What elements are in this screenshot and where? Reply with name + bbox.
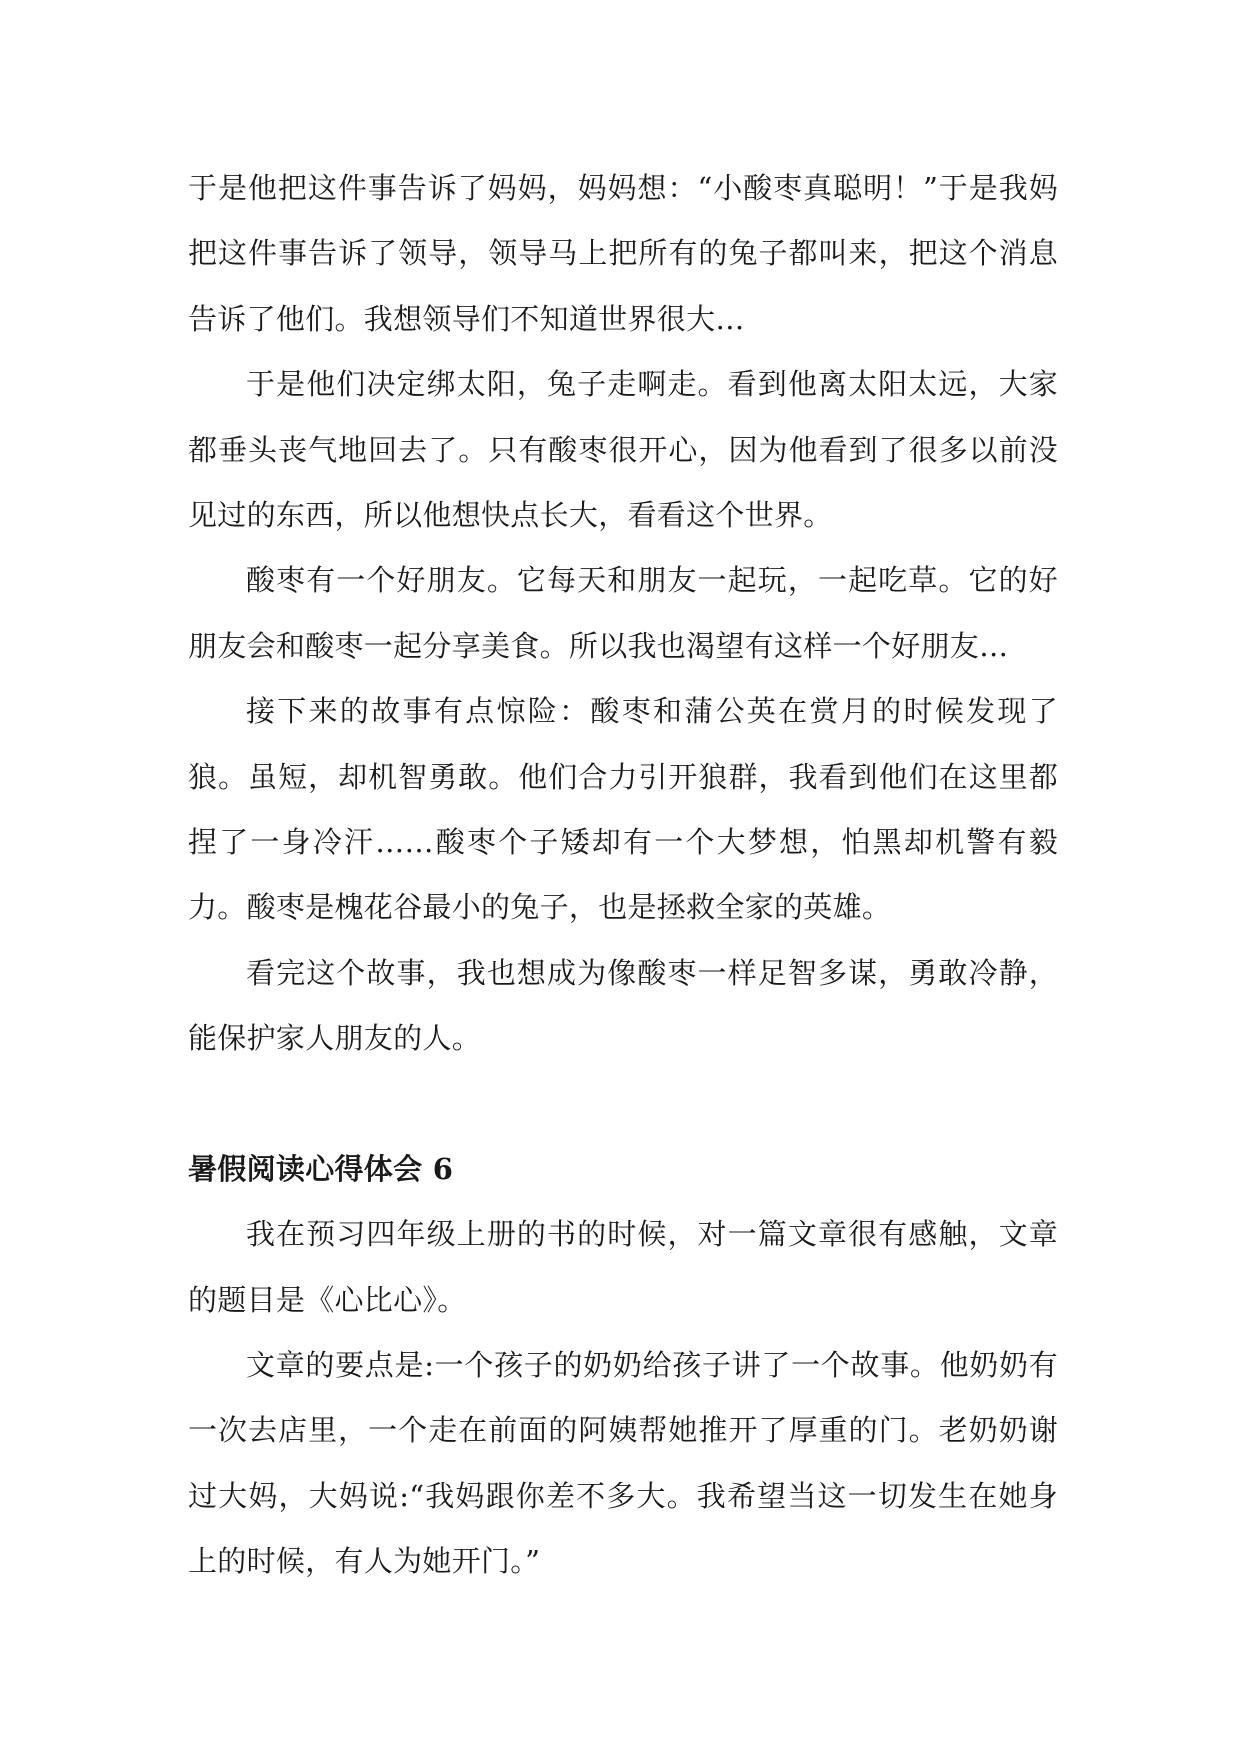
story-paragraph-3: 酸枣有一个好朋友。它每天和朋友一起玩，一起吃草。它的好朋友会和酸枣一起分享美食。所以我也渴望有这样一个好朋友…	[188, 563, 1058, 663]
section-spacer	[188, 1072, 1058, 1137]
essay-paragraph-1: 我在预习四年级上册的书的时候，对一篇文章很有感触，文章的题目是《心比心》。	[188, 1217, 1058, 1317]
story-paragraph-4: 接下来的故事有点惊险：酸枣和蒲公英在赏月的时候发现了狼。虽短，却机智勇敢。他们合力引开狼群，我看到他们在这里都捏了一身冷汗……酸枣个子矮却有一个大梦想，怕黑却机警有毅力。酸枣是槐花谷最小的兔子，也是拯救全家的英雄。	[188, 694, 1058, 925]
essay-paragraph-2: 文章的要点是:一个孩子的奶奶给孩子讲了一个故事。他奶奶有一次去店里，一个走在前面的阿姨帮她推开了厚重的门。老奶奶谢过大妈，大妈说:“我妈跟你差不多大。我希望当这一切发生在她身上的时候，有人为她开门。”	[188, 1347, 1058, 1579]
section-title: 暑假阅读心得体会 6	[188, 1151, 454, 1186]
story-paragraph-5: 看完这个故事，我也想成为像酸枣一样足智多谋，勇敢冷静，能保护家人朋友的人。	[188, 955, 1058, 1056]
document-body	[188, 156, 1058, 1595]
story-paragraph-2: 于是他们决定绑太阳，兔子走啊走。看到他离太阳太远，大家都垂头丧气地回去了。只有酸枣很开心，因为他看到了很多以前没见过的东西，所以他想快点长大，看看这个世界。	[188, 367, 1058, 533]
story-paragraph-1: 于是他把这件事告诉了妈妈，妈妈想：“小酸枣真聪明！”于是我妈把这件事告诉了领导，领导马上把所有的兔子都叫来，把这个消息告诉了他们。我想领导们不知道世界很大…	[188, 171, 1058, 336]
